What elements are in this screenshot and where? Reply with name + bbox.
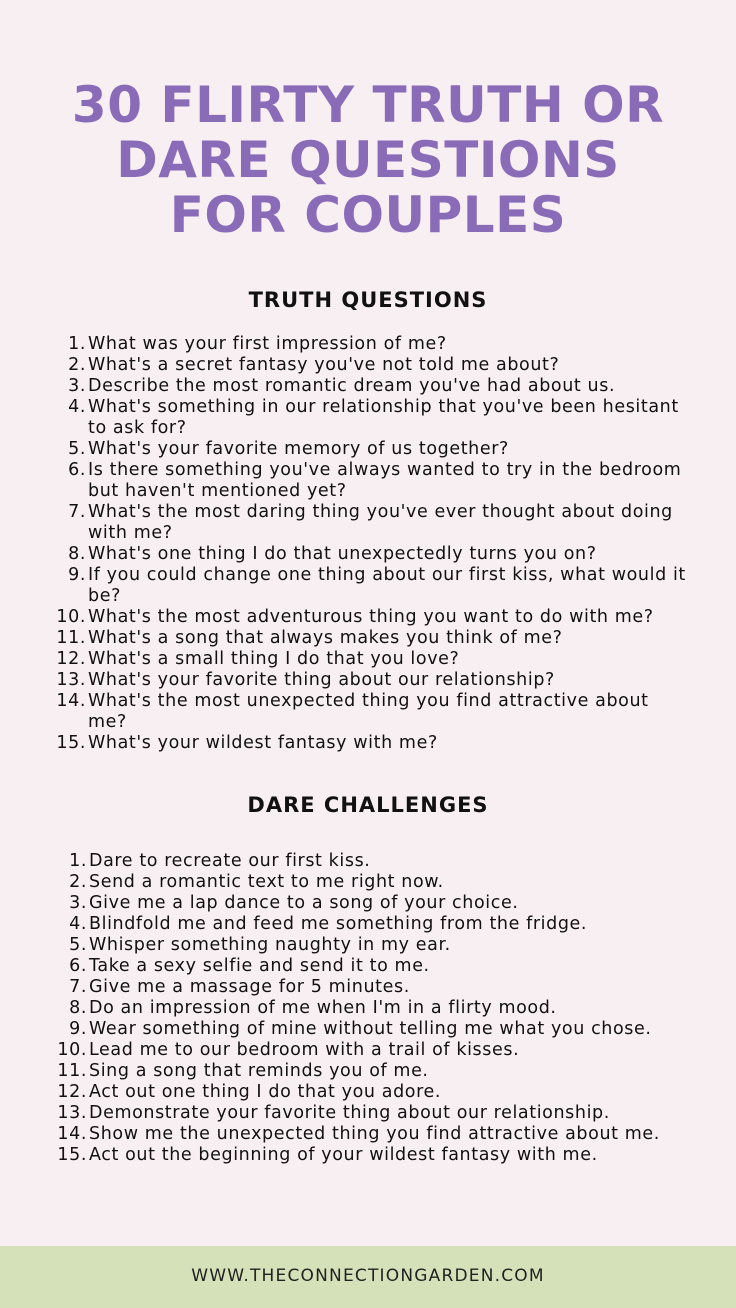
item-number: 9. xyxy=(68,565,86,585)
list-item xyxy=(0,607,690,628)
list-item xyxy=(0,691,690,733)
list-item xyxy=(0,1103,690,1124)
item-text: What's a song that always makes you think of me? xyxy=(88,628,563,648)
item-text: Give me a massage for 5 minutes. xyxy=(89,977,410,997)
item-text: Act out the beginning of your wildest fantasy with me. xyxy=(89,1145,598,1165)
page-title-line-2: DARE QUESTIONS xyxy=(116,131,620,189)
item-number: 1. xyxy=(69,851,87,871)
item-text: Do an impression of me when I'm in a flirty mood. xyxy=(89,998,557,1018)
item-number: 15. xyxy=(57,1145,87,1165)
item-text: What's your favorite thing about our relationship? xyxy=(88,670,555,690)
item-number: 10. xyxy=(57,1040,87,1060)
item-text: What's something in our relationship that you've been hesitant to ask for? xyxy=(88,397,679,438)
item-number: 9. xyxy=(69,1019,87,1039)
item-text: What's your wildest fantasy with me? xyxy=(88,733,438,753)
item-text: What's one thing I do that unexpectedly turns you on? xyxy=(88,544,597,564)
item-text: What's the most adventurous thing you want to do with me? xyxy=(88,607,654,627)
item-number: 14. xyxy=(56,691,86,711)
list-item xyxy=(0,872,690,893)
item-text: Whisper something naughty in my ear. xyxy=(89,935,451,955)
list-item xyxy=(0,460,690,502)
item-number: 11. xyxy=(57,1061,87,1081)
item-text: Act out one thing I do that you adore. xyxy=(89,1082,442,1102)
item-number: 14. xyxy=(57,1124,87,1144)
item-text: Take a sexy selfie and send it to me. xyxy=(89,956,430,976)
item-text: What's the most unexpected thing you find attractive about me? xyxy=(88,691,649,732)
list-item xyxy=(0,1082,690,1103)
item-number: 12. xyxy=(56,649,86,669)
website-url: WWW.THECONNECTIONGARDEN.COM xyxy=(191,1266,545,1286)
item-number: 5. xyxy=(69,935,87,955)
item-number: 7. xyxy=(68,502,86,522)
list-item xyxy=(0,502,690,544)
list-item xyxy=(0,1019,690,1040)
list-item xyxy=(0,1145,690,1166)
item-text: Sing a song that reminds you of me. xyxy=(89,1061,429,1081)
item-number: 10. xyxy=(56,607,86,627)
item-text: Send a romantic text to me right now. xyxy=(89,872,444,892)
list-item xyxy=(0,628,690,649)
list-item xyxy=(0,914,690,935)
item-number: 13. xyxy=(56,670,86,690)
item-text: What was your first impression of me? xyxy=(88,334,447,354)
list-item xyxy=(0,977,690,998)
item-number: 8. xyxy=(68,544,86,564)
item-number: 12. xyxy=(57,1082,87,1102)
item-number: 5. xyxy=(68,439,86,459)
list-item xyxy=(0,893,690,914)
list-item xyxy=(0,1040,690,1061)
item-number: 3. xyxy=(69,893,87,913)
item-text: What's your favorite memory of us together? xyxy=(88,439,509,459)
item-number: 15. xyxy=(56,733,86,753)
item-number: 13. xyxy=(57,1103,87,1123)
item-text: Give me a lap dance to a song of your choice. xyxy=(89,893,519,913)
item-number: 6. xyxy=(68,460,86,480)
list-item xyxy=(0,956,690,977)
item-number: 4. xyxy=(68,397,86,417)
list-item xyxy=(0,1061,690,1082)
item-text: If you could change one thing about our first kiss, what would it be? xyxy=(88,565,686,606)
item-text: Wear something of mine without telling me what you chose. xyxy=(89,1019,652,1039)
item-number: 1. xyxy=(68,334,86,354)
item-number: 11. xyxy=(56,628,86,648)
list-item xyxy=(0,1124,690,1145)
item-number: 6. xyxy=(69,956,87,976)
item-text: Demonstrate your favorite thing about our relationship. xyxy=(89,1103,610,1123)
list-item xyxy=(0,397,690,439)
list-item xyxy=(0,565,690,607)
list-item xyxy=(0,334,690,355)
dare-challenges-list xyxy=(0,851,690,1166)
item-text: Lead me to our bedroom with a trail of kisses. xyxy=(89,1040,520,1060)
list-item xyxy=(0,355,690,376)
list-item xyxy=(0,376,690,397)
truth-questions-heading: TRUTH QUESTIONS xyxy=(248,288,488,312)
list-item xyxy=(0,670,690,691)
list-item xyxy=(0,544,690,565)
truth-questions-list xyxy=(0,334,690,754)
list-item xyxy=(0,439,690,460)
list-item xyxy=(0,935,690,956)
item-text: Dare to recreate our first kiss. xyxy=(89,851,371,871)
item-text: Show me the unexpected thing you find attractive about me. xyxy=(89,1124,660,1144)
item-number: 8. xyxy=(69,998,87,1018)
page-title xyxy=(0,78,736,243)
list-item xyxy=(0,733,690,754)
item-text: What's a small thing I do that you love? xyxy=(88,649,460,669)
item-text: Is there something you've always wanted to try in the bedroom but haven't mentioned yet? xyxy=(88,460,682,501)
item-text: Describe the most romantic dream you've had about us. xyxy=(88,376,616,396)
list-item xyxy=(0,649,690,670)
page-title-line-3: FOR COUPLES xyxy=(169,186,567,244)
item-number: 2. xyxy=(69,872,87,892)
footer-band xyxy=(0,1246,736,1308)
item-text: What's the most daring thing you've ever thought about doing with me? xyxy=(88,502,673,543)
item-text: Blindfold me and feed me something from the fridge. xyxy=(89,914,588,934)
list-item xyxy=(0,851,690,872)
item-number: 3. xyxy=(68,376,86,396)
list-item xyxy=(0,998,690,1019)
page-title-line-1: 30 FLIRTY TRUTH OR xyxy=(71,76,665,134)
item-number: 2. xyxy=(68,355,86,375)
dare-challenges-heading: DARE CHALLENGES xyxy=(247,793,489,817)
item-number: 7. xyxy=(69,977,87,997)
item-text: What's a secret fantasy you've not told me about? xyxy=(88,355,560,375)
item-number: 4. xyxy=(69,914,87,934)
